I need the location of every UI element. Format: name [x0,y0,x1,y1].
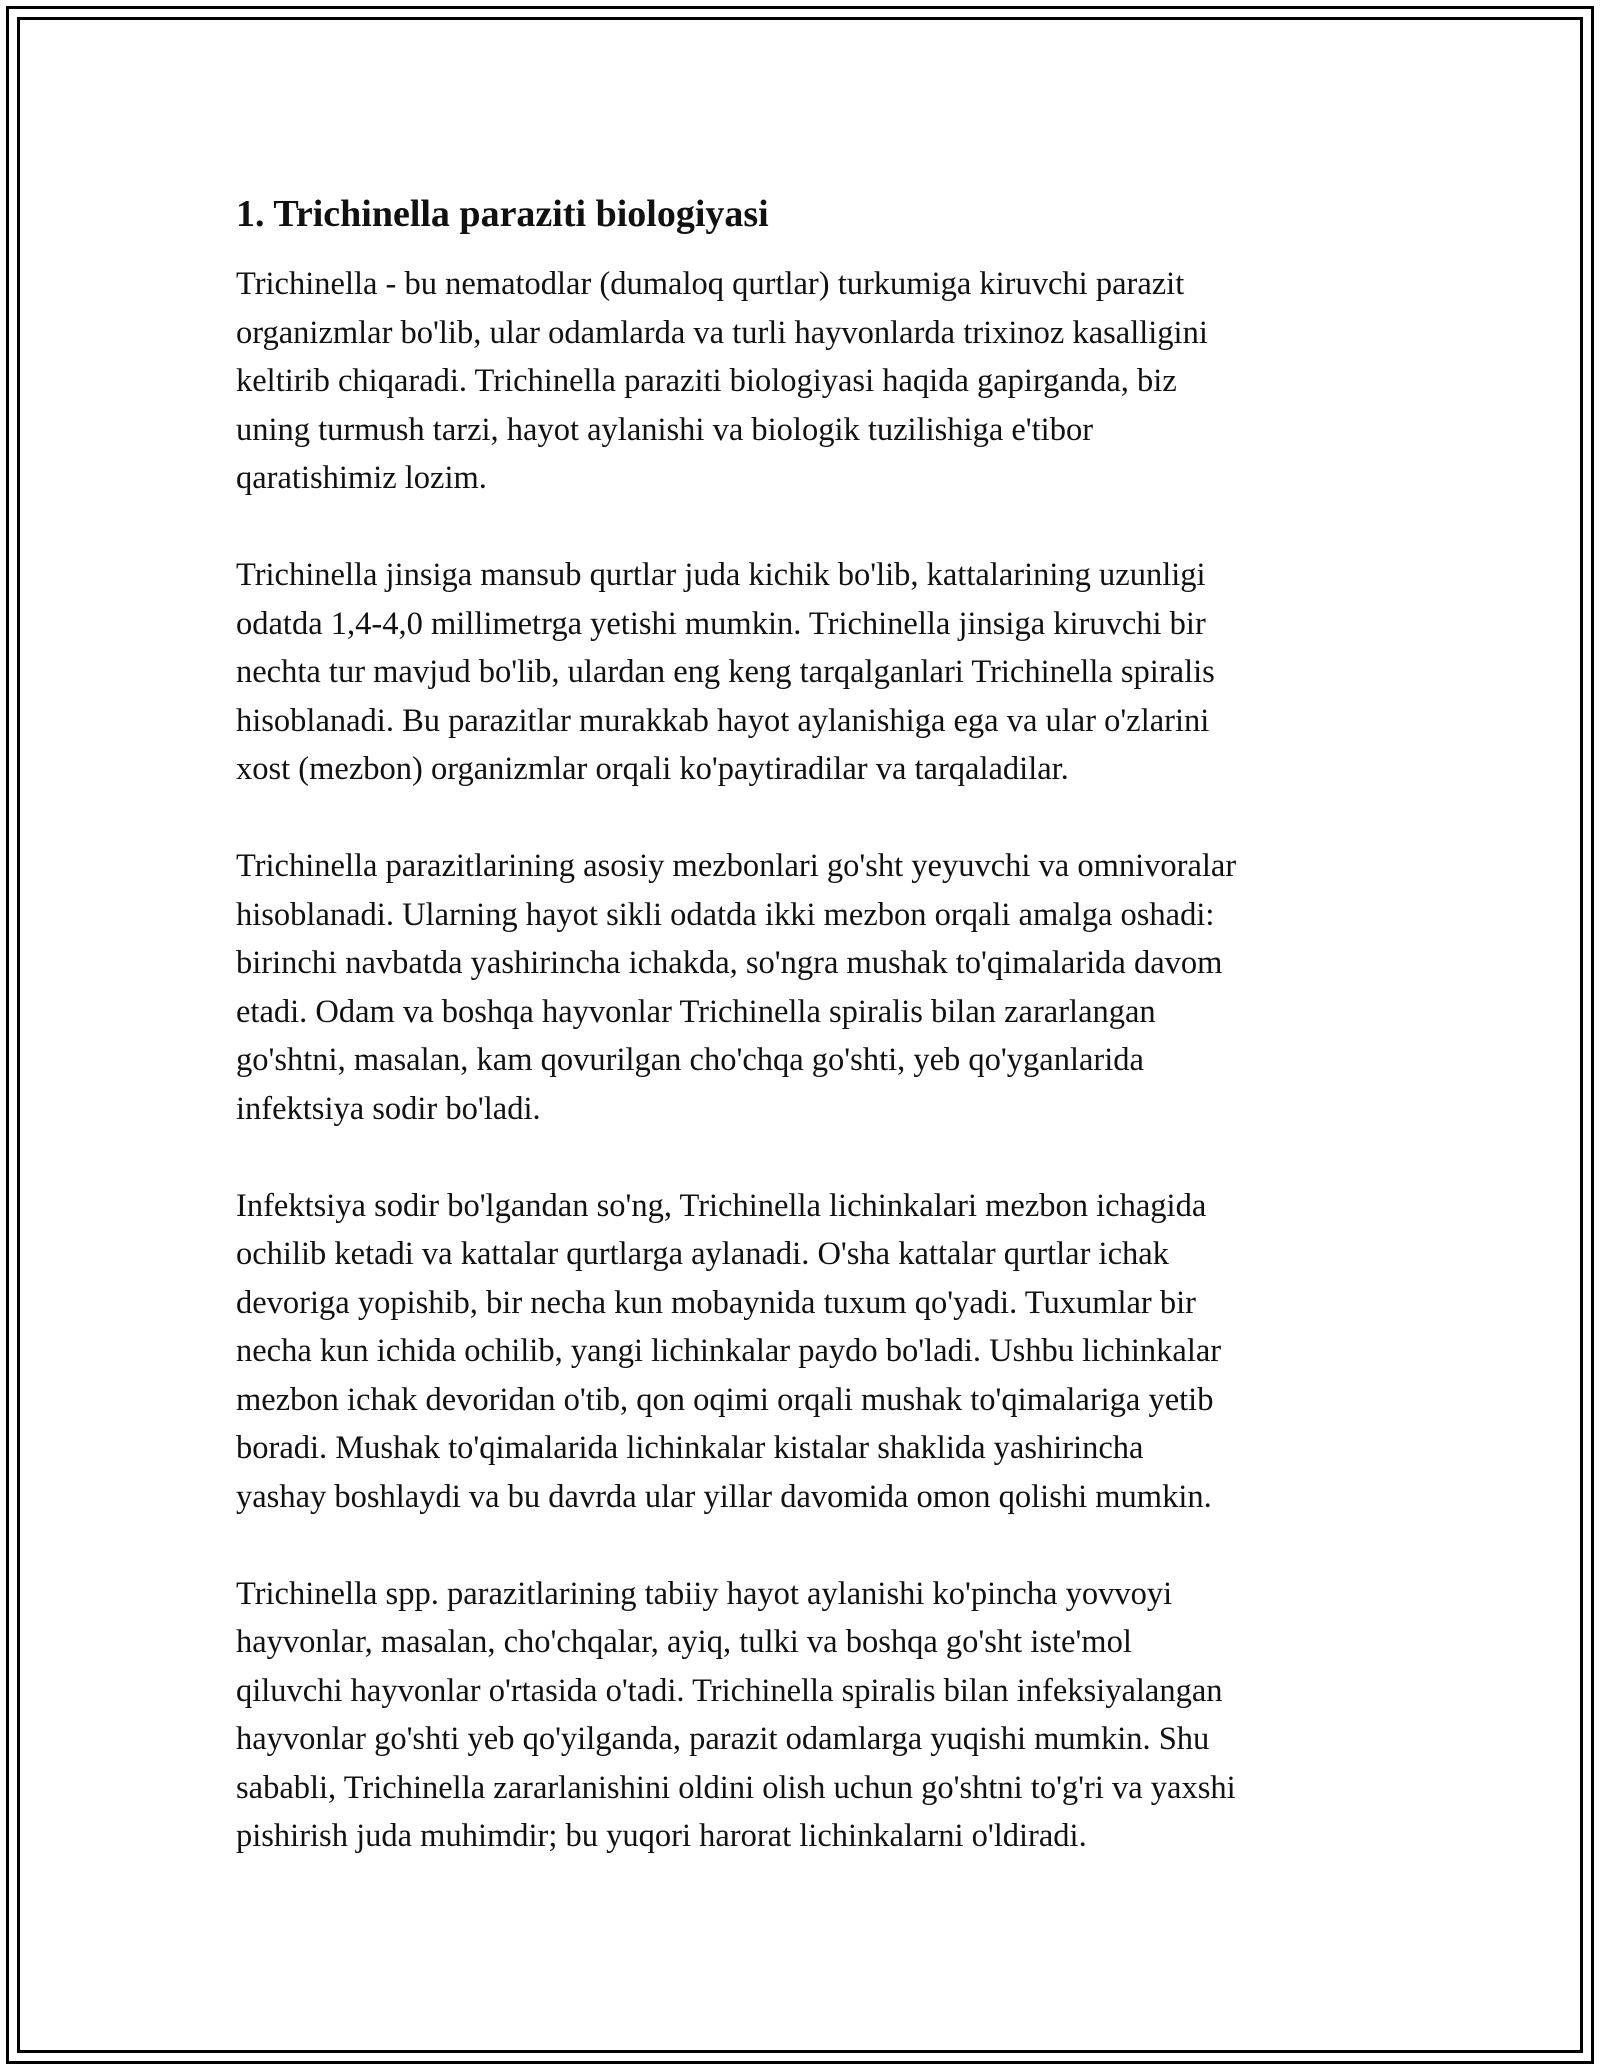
text-line: Trichinella jinsiga mansub qurtlar juda kichik bo'lib, kattalarining uzunligi [236,557,1206,593]
text-line: Trichinella spp. parazitlarining tabiiy hayot aylanishi ko'pincha yovvoyi [236,1575,1173,1612]
text-line: birinchi navbatda yashirincha ichakda, so'ngra mushak to'qimalarida davom [236,945,1223,981]
document-body [236,188,1386,1861]
text-line: boradi. Mushak to'qimalarida lichinkalar kistalar shaklida yashirincha [236,1430,1144,1466]
text-line: Infektsiya sodir bo'lgandan so'ng, Trichinella lichinkalari mezbon ichagida [236,1187,1207,1224]
section-heading: 1. Trichinella paraziti biologiyasi [236,193,769,235]
text-line: Trichinella parazitlarining asosiy mezbonlari go'sht yeyuvchi va omnivoralar [236,848,1237,884]
text-line: hisoblanadi. Bu parazitlar murakkab hayot aylanishiga ega va ular o'zlarini [236,702,1210,739]
text-line: qaratishimiz lozim. [236,460,487,496]
paragraph-3 [236,842,1386,1133]
text-line: hisoblanadi. Ularning hayot sikli odatda ikki mezbon orqali amalga oshadi: [236,896,1215,933]
text-line: nechta tur mavjud bo'lib, ulardan eng keng tarqalganlari Trichinella spiralis [236,654,1215,690]
text-line: uning turmush tarzi, hayot aylanishi va biologik tuzilishiga e'tibor [236,411,1094,448]
text-line: pishirish juda muhimdir; bu yuqori harorat lichinkalarni o'ldiradi. [236,1818,1087,1854]
text-line: qiluvchi hayvonlar o'rtasida o'tadi. Trichinella spiralis bilan infeksiyalangan [236,1672,1223,1709]
text-line: hayvonlar go'shti yeb qo'yilganda, parazit odamlarga yuqishi mumkin. Shu [236,1721,1210,1757]
text-line: mezbon ichak devoridan o'tib, qon oqimi orqali mushak to'qimalariga yetib [236,1381,1214,1418]
text-line: hayvonlar, masalan, cho'chqalar, ayiq, tulki va boshqa go'sht iste'mol [236,1624,1132,1660]
text-line: odatda 1,4-4,0 millimetrga yetishi mumkin. Trichinella jinsiga kiruvchi bir [236,605,1206,642]
text-line: Trichinella - bu nematodlar (dumaloq qurtlar) turkumiga kiruvchi parazit [236,266,1185,302]
text-line: go'shtni, masalan, kam qovurilgan cho'chqa go'shti, yeb qo'yganlarida [236,1042,1144,1078]
paragraph-4 [236,1182,1386,1522]
text-line: infektsiya sodir bo'ladi. [236,1090,541,1127]
text-line: yashay boshlaydi va bu davrda ular yillar davomida omon qolishi mumkin. [236,1478,1212,1515]
text-line: organizmlar bo'lib, ular odamlarda va turli hayvonlarda trixinoz kasalligini [236,314,1208,351]
text-line: necha kun ichida ochilib, yangi lichinkalar paydo bo'ladi. Ushbu lichinkalar [236,1333,1222,1369]
text-line: devoriga yopishib, bir necha kun mobaynida tuxum qo'yadi. Tuxumlar bir [236,1284,1196,1321]
paragraph-1 [236,260,1386,503]
text-line: sababli, Trichinella zararlanishini oldini olish uchun go'shtni to'g'ri va yaxshi [236,1769,1236,1806]
text-line: etadi. Odam va boshqa hayvonlar Trichinella spiralis bilan zararlangan [236,993,1156,1030]
paragraph-5 [236,1570,1386,1861]
paragraph-2 [236,551,1386,794]
text-line: xost (mezbon) organizmlar orqali ko'paytiradilar va tarqaladilar. [236,751,1069,787]
text-line: ochilib ketadi va kattalar qurtlarga aylanadi. O'sha kattalar qurtlar ichak [236,1236,1169,1272]
text-line: keltirib chiqaradi. Trichinella paraziti biologiyasi haqida gapirganda, biz [236,363,1177,399]
